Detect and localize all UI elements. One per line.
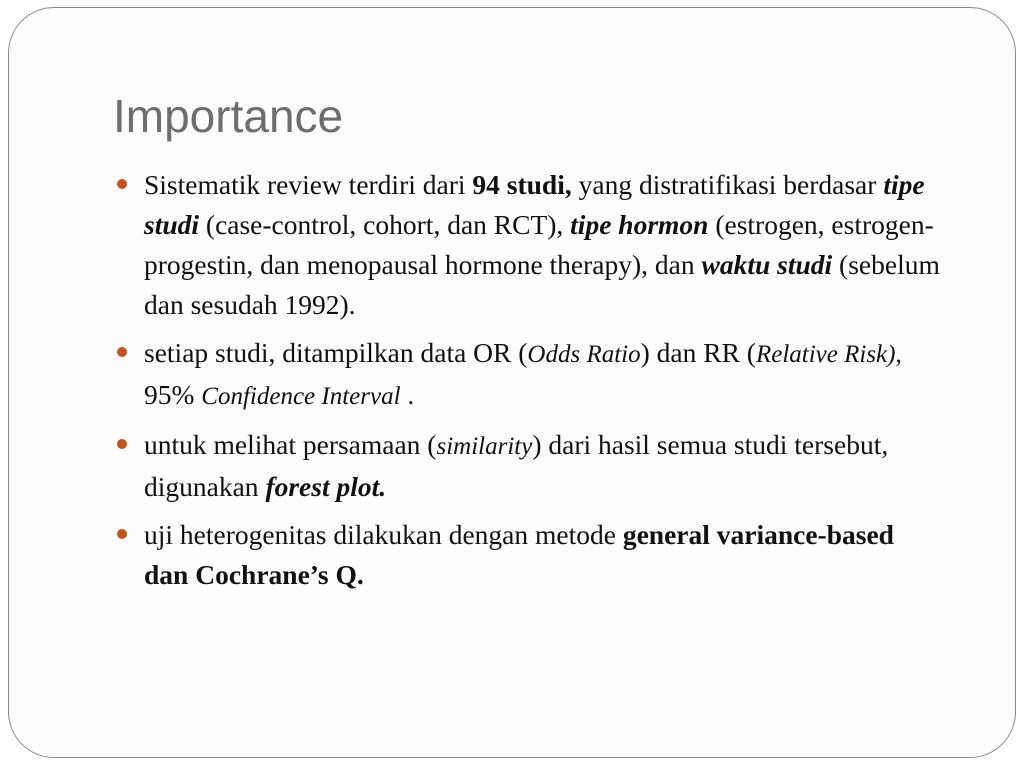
bullet-text: ) dari hasil semua studi tersebut, digunakan	[144, 429, 889, 502]
bullet-text: ) dan RR (	[640, 337, 756, 368]
bullet-text: Sistematik review terdiri dari	[144, 169, 473, 200]
bold-term: 94 studi,	[472, 169, 572, 200]
bullet-dot-icon	[117, 347, 127, 357]
bullet-text: 95%	[144, 379, 202, 410]
bullet-text: yang distratifikasi berdasar	[571, 169, 884, 200]
bullet-dot-icon	[117, 439, 127, 449]
bullet-item-similarity	[144, 425, 944, 507]
italic-term: Confidence Interval	[201, 383, 401, 410]
bullet-text: (sebelum dan sesudah 1992).	[144, 249, 940, 320]
emphasis-term: tipe studi	[144, 169, 925, 240]
emphasis-term: tipe hormon	[570, 209, 709, 240]
bullet-text: uji heterogenitas dilakukan dengan metode	[144, 519, 623, 550]
bullet-list	[144, 165, 944, 603]
italic-term: similarity	[436, 433, 533, 460]
emphasis-term: forest plot.	[265, 471, 387, 502]
bullet-item-data-shown	[144, 333, 944, 417]
bullet-text: (estrogen, estrogen-progestin, dan menopausal hormone therapy), dan	[144, 209, 934, 280]
slide-title: Importance	[113, 90, 344, 142]
bullet-item-heterogeneity	[144, 515, 944, 595]
bullet-text: .	[400, 379, 415, 410]
bold-term: general variance-based dan Cochrane’s Q.	[144, 519, 894, 590]
emphasis-term: waktu studi	[701, 249, 833, 280]
italic-term: Relative Risk),	[755, 341, 902, 368]
bullet-dot-icon	[117, 179, 127, 189]
bullet-text: setiap studi, ditampilkan data OR (	[144, 337, 528, 368]
bullet-item-study-overview	[144, 165, 944, 325]
bullet-dot-icon	[117, 529, 127, 539]
italic-term: Odds Ratio	[527, 341, 641, 368]
bullet-text: untuk melihat persamaan (	[144, 429, 437, 460]
bullet-text: (case-control, cohort, dan RCT),	[199, 209, 571, 240]
